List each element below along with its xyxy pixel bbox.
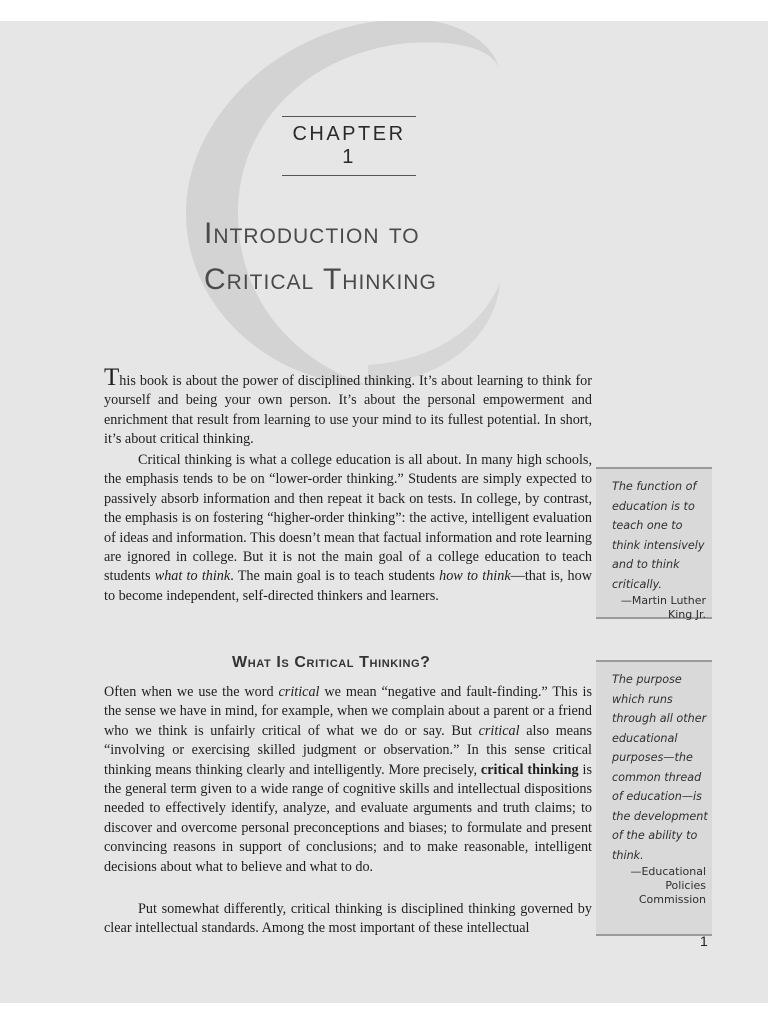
p2-text-b: . The main goal is to teach students: [230, 568, 440, 585]
sidebar-quote-2-text: The purpose which runs through all other educational purposes—the common thread of education—is the development of the ability to think.: [612, 673, 708, 862]
p3-text-b: we mean “negative and fault-finding.” This is the sense we have in mind, for example, when we complain about a parent or a friend who we think is unfairly critical of what we do or say. But: [104, 684, 592, 739]
sidebar-quote-1: [596, 467, 712, 619]
section-paragraph-1: [104, 683, 592, 877]
decorative-swirl-graphic: [178, 21, 508, 393]
sidebar-quote-2-attribution-line-2: Policies: [665, 879, 706, 892]
p2-emphasis-how-to-think: how to think: [439, 568, 511, 585]
section-paragraph-2: Put somewhat differently, critical thinking is disciplined thinking governed by clear intellectual standards. Among the most important of these intellectual: [104, 901, 592, 937]
sidebar-quote-2-attribution-line-1: —Educational: [630, 865, 706, 878]
book-page: [0, 21, 768, 1003]
chapter-title: [204, 211, 584, 303]
chapter-header: [282, 116, 416, 176]
drop-cap: T: [104, 364, 120, 391]
intro-paragraph-1: [104, 364, 592, 450]
p3-text-c: also means “involving or exercising skilled judgment or observation.” In this sense critical thinking means thinking clearly and intelligently. More precisely,: [104, 722, 592, 778]
chapter-label: CHAPTER 1: [292, 123, 406, 168]
sidebar-quote-1-attribution-line-1: —Martin Luther: [620, 594, 706, 607]
section-heading: What Is Critical Thinking?: [232, 654, 431, 671]
p3-bold-term: critical thinking: [480, 761, 579, 778]
chapter-title-line-1: Introduction to: [204, 217, 420, 250]
p3-text-a: Often when we use the word: [104, 684, 279, 700]
p3-text-d: is the general term given to a wide range of cognitive skills and intellectual dispositions needed to effectively identify, analyze, and evaluate arguments and truth claims; to discover and overcome personal preconceptions and biases; to formulate and present convincing reasons in support of conclusions; and to make reasonable, intelligent decisions about what to believe and what to do.: [104, 761, 592, 875]
p2-emphasis-what-to-think: what to think: [154, 568, 231, 585]
intro-paragraph-2: [104, 451, 592, 606]
intro-paragraph-1-text: his book is about the power of disciplined thinking. It’s about learning to think for yourself and being your own person. It’s about the personal empowerment and enrichment that result from learning to use your mind to its fullest potential. In short, it’s about critical thinking.: [104, 373, 592, 448]
chapter-title-line-2: Critical Thinking: [204, 263, 437, 296]
p2-text-a: Critical thinking is what a college education is all about. In many high schools, the emphasis tends to be on “lower-order thinking.” Students are simply expected to passively absorb information and then repeat it back on tests. In college, by contrast, the emphasis is on fostering “higher-order thinking”: the active, intelligent evaluation of ideas and information. This doesn’t mean that factual information and rote learning are ignored in college. But it is not the main goal of a college education to teach students: [104, 452, 592, 585]
sidebar-quote-1-text: The function of education is to teach one to think intensively and to think critically.: [612, 480, 705, 591]
p3-emphasis-critical-2: critical: [478, 722, 520, 739]
page-number: 1: [700, 933, 708, 949]
sidebar-quote-2-attribution-line-3: Commission: [638, 893, 706, 906]
sidebar-quote-1-attribution-line-2: King Jr.: [668, 608, 706, 621]
sidebar-quote-2: [596, 660, 712, 936]
p3-emphasis-critical-1: critical: [278, 684, 320, 700]
p2-text-c: —that is, how to become independent, self-directed thinkers and learners.: [104, 568, 592, 604]
chapter-rule-bottom: [282, 175, 416, 176]
